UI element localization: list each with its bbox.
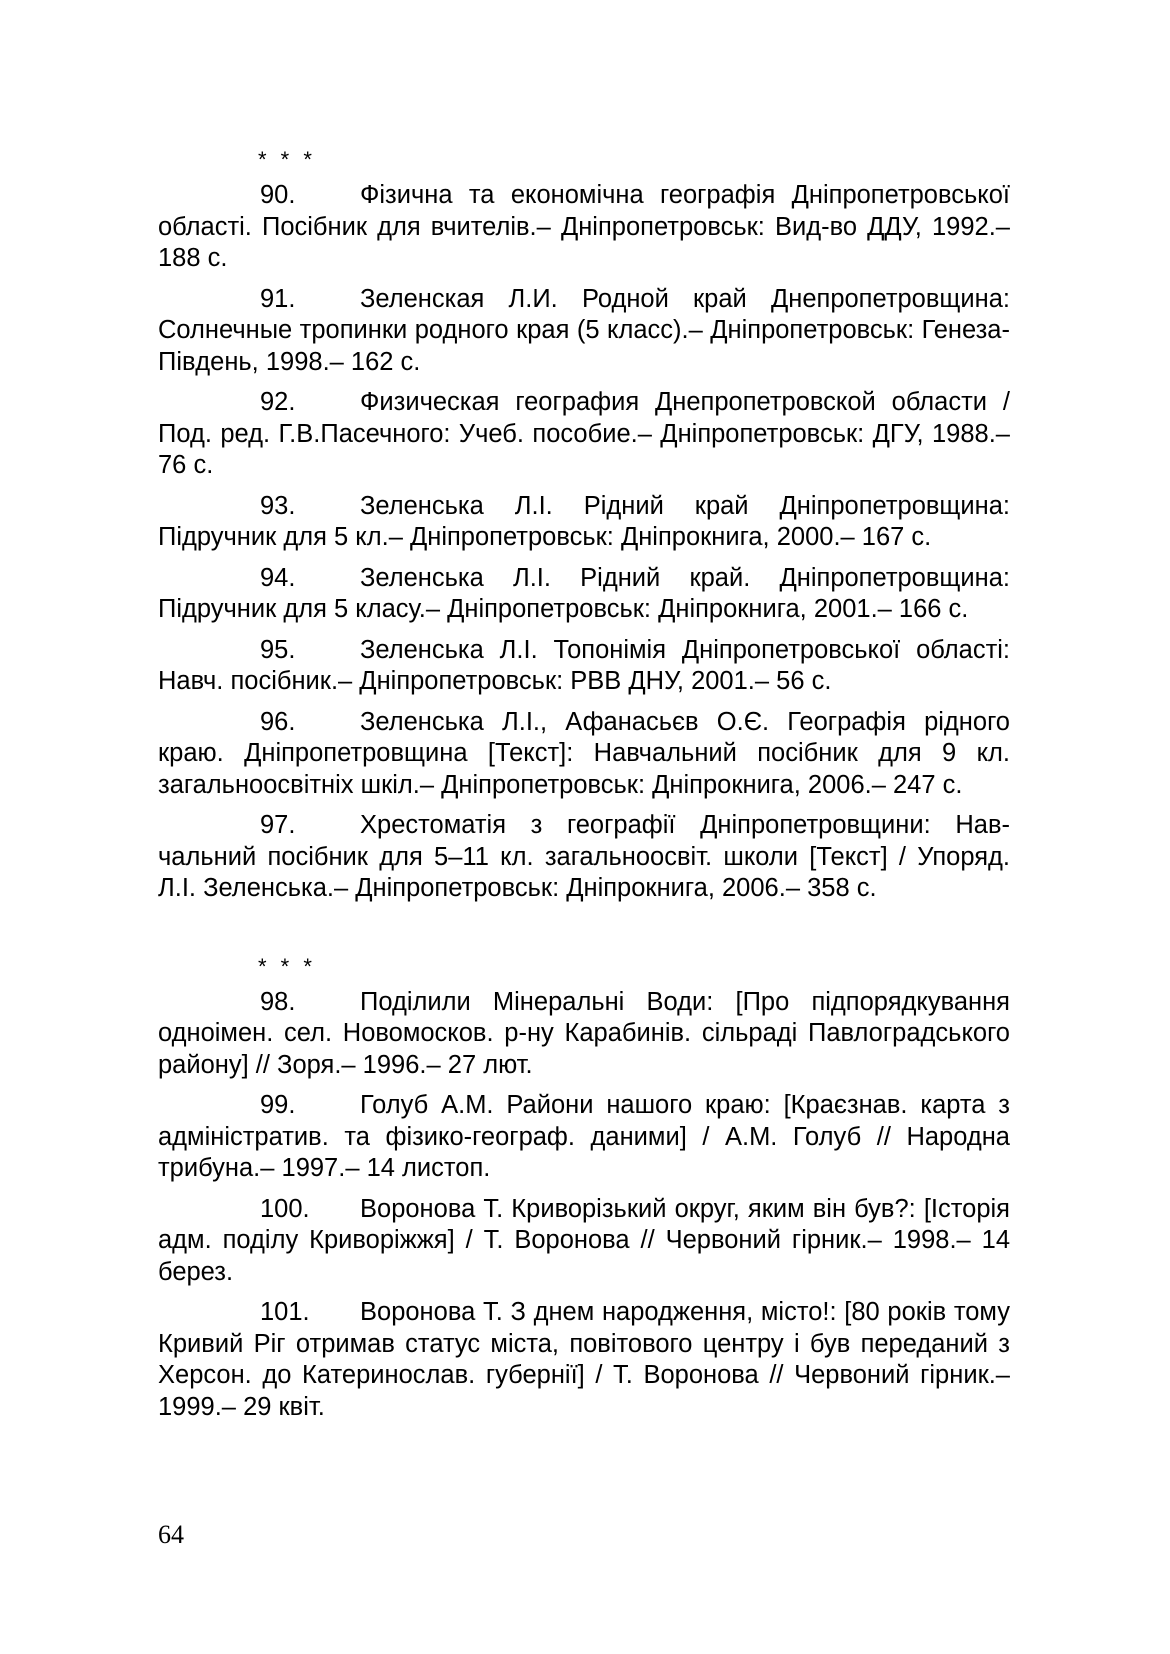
bibliography-entry	[158, 387, 1010, 482]
entry-text: Фізична та економічна географія Дніпропетровської області. Посібник для вчителів.– Дніпропетровськ: Вид-во ДДУ, 1992.– 188 с.	[158, 181, 1010, 272]
entry-number: 98.	[260, 987, 296, 1016]
bibliography-entry	[158, 987, 1010, 1082]
bibliography-entry	[158, 1090, 1010, 1185]
entry-text: Хрестоматія з географії Дніпропетровщини: Навчальний посібник для 5–11 кл. загальноосвіт. школи [Текст] / Упоряд. Л.І. Зеленська.– Дніпропетровськ: Дніпрокнига, 2006.– 358 с.	[158, 811, 1010, 902]
page-number: 64	[158, 1520, 184, 1549]
entry-text: Зеленська Л.І. Рідний край Дніпропетровщина: Підручник для 5 кл.– Дніпропетровськ: Дніпрокнига, 2000.– 167 с.	[158, 491, 1010, 551]
bibliography-entry	[158, 491, 1010, 554]
entry-text: Зеленская Л.И. Родной край Днепропетровщина: Солнечные тропинки родного края (5 класс).– Дніпропетровськ: Генеза-Південь, 1998.– 162 с.	[158, 284, 1010, 376]
bibliography-entry	[158, 1297, 1010, 1423]
entry-number: 97.	[260, 811, 296, 839]
entry-text: Зеленська Л.І., Афанасьєв О.Є. Географія рідного краю. Дніпропетровщина [Текст]: Навчальний посібник для 9 кл. загальноосвітніх шкіл.– Дніпропетровськ: Дніпрокнига, 2006.– 247 с.	[158, 707, 1010, 799]
section-separator: * * *	[258, 147, 316, 172]
bibliography-entry	[158, 284, 1010, 379]
entry-text: Зеленська Л.І. Топонімія Дніпропетровської області: Навч. посібник.– Дніпропетровськ: РВВ ДНУ, 2001.– 56 с.	[158, 635, 1010, 695]
entry-text: Поділили Мінеральні Води: [Про підпорядкування одноімен. сел. Новомосков. р-ну Карабинів. сільраді Павлоградського району] // Зоря.– 1996.– 27 лют.	[158, 987, 1010, 1079]
entry-number: 101.	[260, 1298, 310, 1326]
bibliography-entry	[158, 180, 1010, 275]
entry-number: 100.	[260, 1194, 310, 1223]
entry-number: 94.	[260, 563, 296, 592]
entry-number: 92.	[260, 388, 296, 416]
section-separator: * * *	[258, 953, 316, 979]
entry-text: Воронова Т. З днем народження, місто!: [80 років тому Кривий Ріг отримав статус міста, повітового центру і був переданий з Херсон. до Катеринослав. губернії] / Т. Воронова // Червоний гірник.– 1999.– 29 квіт.	[158, 1298, 1010, 1421]
entry-number: 90.	[260, 181, 296, 209]
entry-text: Воронова Т. Криворізький округ, яким він був?: [Історія адм. поділу Криворіжжя] / Т. Воронова // Червоний гірник.– 1998.– 14 берез.	[158, 1194, 1010, 1286]
entry-text: Голуб А.М. Райони нашого краю: [Краєзнав. карта з адміністратив. та фізико-географ. даними] / А.М. Голуб // Народна трибуна.– 1997.– 14 листоп.	[158, 1091, 1010, 1182]
entry-number: 99.	[260, 1091, 296, 1119]
bibliography-entry	[158, 810, 1010, 905]
bibliography-entry	[158, 563, 1010, 626]
bibliography-entry	[158, 1194, 1010, 1289]
entry-number: 93.	[260, 491, 296, 520]
entry-number: 91.	[260, 284, 296, 313]
entry-number: 95.	[260, 635, 296, 664]
bibliography-entry	[158, 635, 1010, 698]
bibliography-entry	[158, 707, 1010, 802]
entry-text: Зеленська Л.І. Рідний край. Дніпропетровщина: Підручник для 5 класу.– Дніпропетровськ: Дніпрокнига, 2001.– 166 с.	[158, 563, 1010, 623]
entry-text: Физическая география Днепропетровской области / Под. ред. Г.В.Пасечного: Учеб. пособие.– Дніпропетровськ: ДГУ, 1988.– 76 с.	[158, 388, 1010, 479]
bibliography-page	[158, 140, 1010, 1432]
entry-number: 96.	[260, 707, 296, 736]
